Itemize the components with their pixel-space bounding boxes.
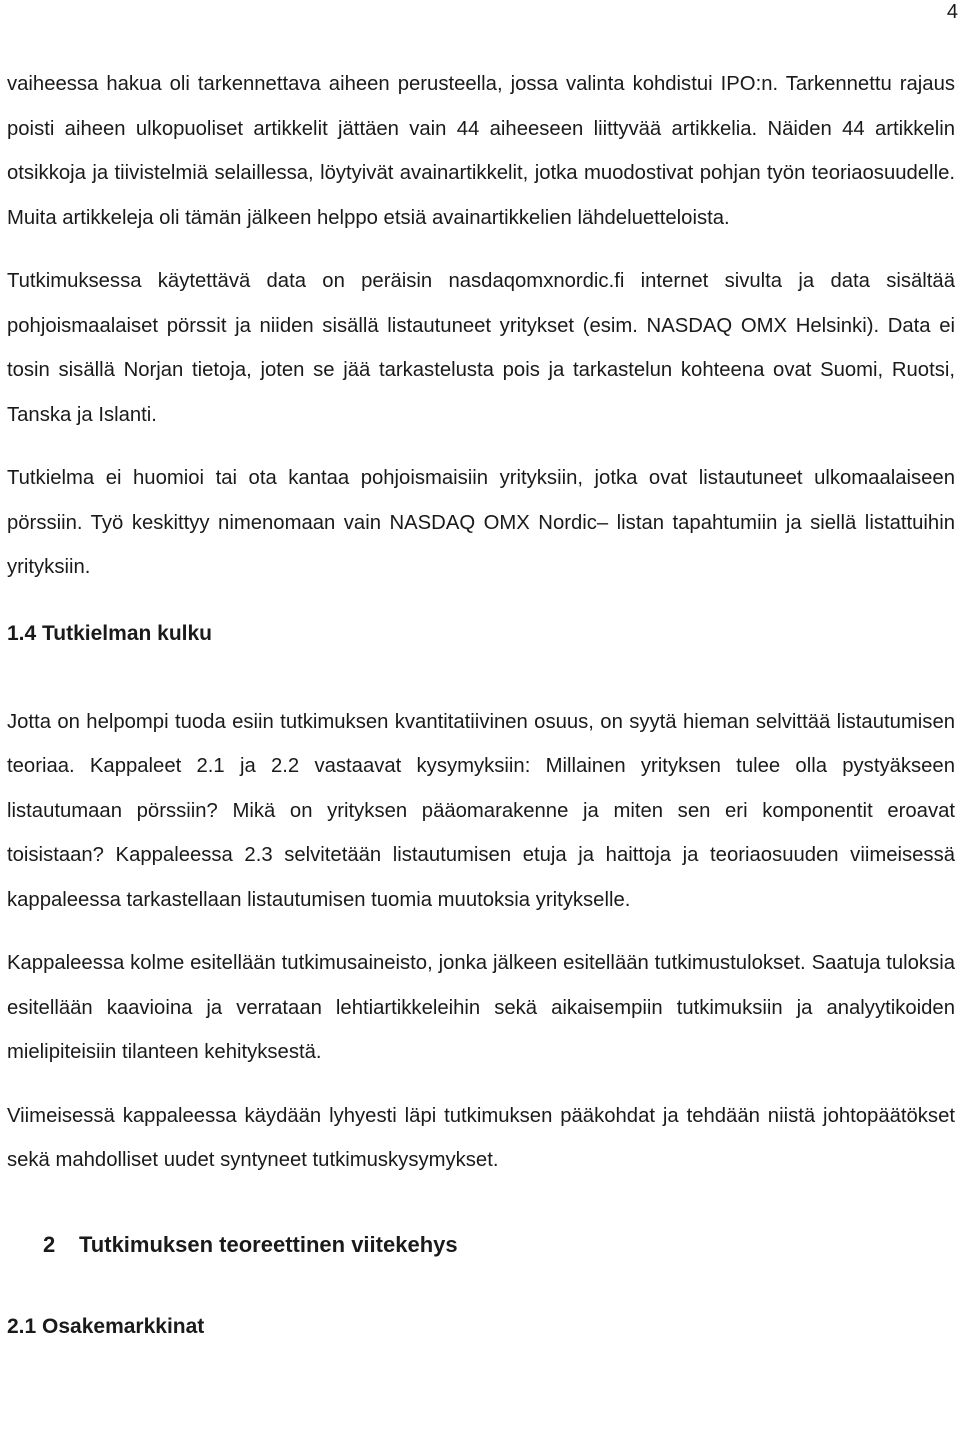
paragraph-spacer	[7, 1075, 955, 1094]
paragraph-structure-overview: Jotta on helpompi tuoda esiin tutkimuksen kvantitatiivinen osuus, on syytä hieman selvittää listautumisen teoriaa. Kappaleet 2.1 ja 2.2 vastaavat kysymyksiin: Millainen yrityksen tulee olla pystyäkseen listautumaan pörssiin? Mikä on yrityksen pääomarakenne ja miten sen eri komponentit eroavat toisistaan? Kappaleessa 2.3 selvitetään listautumisen etuja ja haittoja ja teoriaosuuden viimeisessä kappaleessa tarkastellaan listautumisen tuomia muutoksia yritykselle.	[7, 710, 955, 911]
chapter-number: 2	[43, 1231, 56, 1257]
paragraph-data-source: Tutkimuksessa käytettävä data on peräisin nasdaqomxnordic.fi internet sivulta ja data sisältää pohjoismaalaiset pörssit ja niiden sisällä listautuneet yritykset (esim. NASDAQ OMX Helsinki). Data ei tosin sisällä Norjan tietoja, joten se jää tarkastelusta pois ja tarkastelun kohteena ovat Suomi, Ruotsi, Tanska ja Islanti.	[7, 270, 955, 426]
chapter-title: Tutkimuksen teoreettinen viitekehys	[79, 1231, 458, 1257]
paragraph-scope: Tutkielma ei huomioi tai ota kantaa pohjoismaisiin yrityksiin, jotka ovat listautuneet ulkomaalaiseen pörssiin. Työ keskittyy nimenomaan vain NASDAQ OMX Nordic– listan tapahtumiin ja siellä listattuihin yrityksiin.	[7, 467, 955, 578]
paragraph-search-refinement: vaiheessa hakua oli tarkennettava aiheen perusteella, jossa valinta kohdistui IPO:n. Tarkennettu rajaus poisti aiheen ulkopuoliset artikkelit jättäen vain 44 aiheeseen liittyvää artikkelia. Näiden 44 artikkelin otsikkoja ja tiivistelmiä selaillessa, löytyivät avainartikkelit, jotka muodostivat pohjan työn teoriaosuudelle. Muita artikkeleja oli tämän jälkeen helppo etsiä avainartikkelien lähdeluetteloista.	[7, 73, 955, 229]
paragraph-spacer	[7, 437, 955, 456]
section-heading-1-4: 1.4 Tutkielman kulku	[7, 621, 213, 645]
paragraph-spacer	[7, 240, 955, 259]
paragraph-chapter-three: Kappaleessa kolme esitellään tutkimusaineisto, jonka jälkeen esitellään tutkimustulokset. Saatuja tuloksia esitellään kaavioina ja verrataan lehtiartikkeleihin sekä aikaisempiin tutkimuksiin ja analyytikoiden mielipiteisiin tilanteen kehityksestä.	[7, 952, 955, 1063]
heading-spacer	[7, 1267, 955, 1305]
heading-spacer	[7, 1183, 955, 1223]
page-number: 4	[946, 1, 958, 23]
paragraph-final-chapter: Viimeisessä kappaleessa käydään lyhyesti läpi tutkimuksen pääkohdat ja tehdään niistä johtopäätökset sekä mahdolliset uudet syntyneet tutkimuskysymykset.	[7, 1104, 955, 1171]
section-heading-2-1: 2.1 Osakemarkkinat	[7, 1314, 205, 1338]
document-body	[7, 62, 955, 1349]
heading-spacer	[7, 656, 955, 700]
chapter-heading-2	[7, 1223, 955, 1267]
paragraph-spacer	[7, 590, 955, 612]
paragraph-spacer	[7, 922, 955, 941]
